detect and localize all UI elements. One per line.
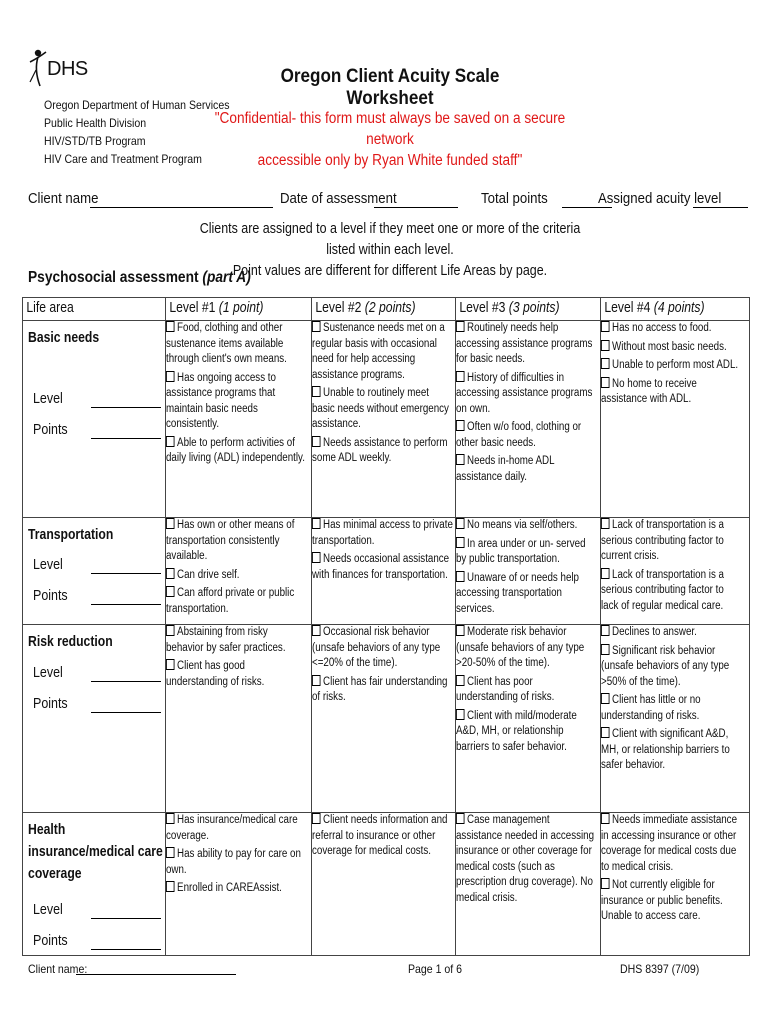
- criteria-text: Sustenance needs met on a regular basis with occasional need for help accessing assistance programs.: [312, 322, 445, 381]
- instruction-line-1: Clients are assigned to a level if they meet one or more of the criteria listed within each level.: [199, 221, 581, 258]
- life-area-name: Health insurance/medical care coverage: [28, 822, 163, 882]
- criteria-item: [166, 518, 307, 565]
- header-row: [23, 298, 750, 321]
- criteria-item: [601, 625, 742, 641]
- criteria-item: [456, 625, 597, 672]
- checkbox[interactable]: [601, 340, 610, 351]
- level-3-cell: [456, 625, 601, 813]
- criteria-text: Client has fair understanding of risks.: [312, 675, 448, 703]
- page-number: Page 1 of 6: [408, 962, 463, 976]
- org-line: HIV/STD/TB Program: [44, 134, 146, 148]
- checkbox[interactable]: [166, 518, 175, 529]
- checkbox[interactable]: [312, 436, 321, 447]
- criteria-item: [312, 625, 453, 672]
- criteria-item: [456, 709, 597, 756]
- criteria-text: Not currently eligible for insurance or public benefits. Unable to access care.: [601, 879, 723, 922]
- header-points: (2 points): [364, 300, 416, 316]
- criteria-item: [166, 371, 307, 433]
- criteria-text: Without most basic needs.: [612, 340, 727, 353]
- criteria-item: [456, 675, 597, 706]
- criteria-item: [601, 518, 742, 565]
- total-points-label: Total points: [481, 190, 548, 207]
- criteria-text: Declines to answer.: [612, 626, 697, 638]
- criteria-text: In area under or un- served by public transportation.: [456, 537, 586, 565]
- org-line: HIV Care and Treatment Program: [44, 152, 202, 166]
- criteria-item: [456, 571, 597, 618]
- level-4-cell: [601, 321, 750, 518]
- date-label: Date of assessment: [280, 190, 397, 207]
- form-number: DHS 8397 (7/09): [620, 962, 700, 976]
- points-input[interactable]: [91, 712, 161, 713]
- criteria-text: Client with significant A&D, MH, or relationship barriers to safer behavior.: [601, 728, 730, 771]
- info-row: [28, 190, 750, 214]
- level-2-cell: [312, 518, 456, 625]
- criteria-item: [456, 420, 597, 451]
- header-label: Level #2: [315, 300, 365, 316]
- level-4-cell: [601, 518, 750, 625]
- criteria-item: [312, 675, 453, 706]
- checkbox[interactable]: [166, 586, 175, 597]
- form-title: Oregon Client Acuity Scale Worksheet: [280, 66, 500, 109]
- checkbox[interactable]: [166, 813, 175, 824]
- header-points: (1 point): [218, 300, 264, 316]
- criteria-item: [601, 878, 742, 925]
- level-1-cell: [166, 813, 312, 956]
- header-level-2: [312, 298, 456, 321]
- criteria-text: Lack of transportation is a serious contributing factor to current crisis.: [601, 519, 724, 562]
- criteria-text: Has no access to food.: [612, 322, 712, 334]
- checkbox[interactable]: [456, 371, 465, 382]
- level-3-cell: [456, 813, 601, 956]
- criteria-item: [166, 659, 307, 690]
- criteria-text: No home to receive assistance with ADL.: [601, 377, 697, 405]
- criteria-item: [312, 518, 453, 549]
- org-line: Oregon Department of Human Services: [44, 98, 230, 112]
- instruction-line-2: Point values are different for different Life Areas by page.: [232, 263, 548, 279]
- level-label: Level: [33, 902, 63, 918]
- life-area-name: Risk reduction: [28, 634, 113, 650]
- criteria-item: [601, 377, 742, 408]
- checkbox[interactable]: [601, 693, 610, 704]
- org-line: Public Health Division: [44, 116, 147, 130]
- checkbox[interactable]: [601, 568, 610, 579]
- points-input[interactable]: [91, 438, 161, 439]
- header-label: Level #4: [604, 300, 654, 316]
- checkbox[interactable]: [312, 813, 321, 824]
- criteria-item: [166, 625, 307, 656]
- footer-client-name-field[interactable]: [76, 974, 236, 975]
- level-input[interactable]: [91, 407, 161, 408]
- criteria-item: [601, 693, 742, 724]
- header-life-area: [23, 298, 166, 321]
- checkbox[interactable]: [601, 813, 610, 824]
- level-2-cell: [312, 813, 456, 956]
- criteria-text: Occasional risk behavior (unsafe behaviors of any type <=20% of the time).: [312, 626, 441, 669]
- criteria-text: Needs occasional assistance with finances for transportation.: [312, 553, 450, 581]
- checkbox[interactable]: [166, 847, 175, 858]
- life-area-name: Basic needs: [28, 330, 100, 346]
- level-1-cell: [166, 321, 312, 518]
- criteria-item: [166, 436, 307, 467]
- criteria-item: [312, 386, 453, 433]
- criteria-text: History of difficulties in accessing assistance programs on own.: [456, 371, 593, 415]
- criteria-item: [166, 321, 307, 368]
- points-input[interactable]: [91, 949, 161, 950]
- criteria-item: [166, 881, 307, 897]
- assigned-level-label: Assigned acuity level: [598, 190, 722, 207]
- client-name-field[interactable]: [90, 207, 273, 208]
- header-label: Level #3: [459, 300, 509, 316]
- checkbox[interactable]: [456, 420, 465, 431]
- criteria-item: [456, 321, 597, 368]
- section-title: [28, 269, 251, 287]
- level-3-cell: [456, 518, 601, 625]
- section-label: Psychosocial assessment: [28, 269, 203, 286]
- level-label: Level: [33, 557, 63, 573]
- header-points: (3 points): [508, 300, 560, 316]
- criteria-text: Has minimal access to private transportation.: [312, 519, 453, 547]
- criteria-item: [312, 436, 453, 467]
- checkbox[interactable]: [456, 571, 465, 582]
- checkbox[interactable]: [312, 552, 321, 563]
- checkbox[interactable]: [601, 644, 610, 655]
- checkbox[interactable]: [456, 709, 465, 720]
- life-area-cell: [23, 813, 166, 956]
- header-level-4: [601, 298, 750, 321]
- checkbox[interactable]: [601, 377, 610, 388]
- header-level-3: [456, 298, 601, 321]
- criteria-text: Food, clothing and other sustenance items available through client's own means.: [166, 322, 287, 365]
- level-3-cell: [456, 321, 601, 518]
- checkbox[interactable]: [456, 625, 465, 636]
- confidential-notice: [214, 108, 566, 171]
- points-input[interactable]: [91, 604, 161, 605]
- criteria-text: Unable to perform most ADL.: [612, 359, 739, 371]
- checkbox[interactable]: [456, 537, 465, 548]
- criteria-text: Client has poor understanding of risks.: [456, 675, 555, 703]
- checkbox[interactable]: [456, 454, 465, 465]
- header-points: (4 points): [653, 300, 705, 316]
- points-label: Points: [33, 588, 68, 604]
- level-2-cell: [312, 625, 456, 813]
- criteria-text: Lack of transportation is a serious contributing factor to lack of regular medical care.: [601, 568, 724, 612]
- assigned-level-field[interactable]: [693, 207, 748, 208]
- criteria-item: [456, 518, 597, 534]
- criteria-text: Often w/o food, clothing or other basic needs.: [456, 421, 582, 449]
- life-area-cell: [23, 321, 166, 518]
- criteria-text: Needs immediate assistance in accessing insurance or other coverage for medical costs due to medical crisis.: [601, 814, 738, 873]
- criteria-text: Client needs information and referral to insurance or other coverage for medical costs.: [312, 814, 448, 857]
- header-label: Life area: [26, 300, 74, 316]
- criteria-text: Unaware of or needs help accessing transportation services.: [456, 571, 579, 615]
- checkbox[interactable]: [166, 659, 175, 670]
- table-row: [23, 813, 750, 956]
- criteria-text: Has insurance/medical care coverage.: [166, 814, 298, 842]
- level-input[interactable]: [91, 573, 161, 574]
- checkbox[interactable]: [166, 625, 175, 636]
- level-2-cell: [312, 321, 456, 518]
- checkbox[interactable]: [601, 321, 610, 332]
- criteria-item: [166, 813, 307, 844]
- level-1-cell: [166, 625, 312, 813]
- criteria-text: Client has good understanding of risks.: [166, 660, 265, 688]
- checkbox[interactable]: [456, 813, 465, 824]
- criteria-item: [166, 568, 307, 584]
- criteria-text: Can afford private or public transportation.: [166, 587, 295, 615]
- checkbox[interactable]: [601, 878, 610, 889]
- total-points-field[interactable]: [562, 207, 612, 208]
- criteria-text: Has ongoing access to assistance programs that maintain basic needs consistently.: [166, 371, 276, 430]
- checkbox[interactable]: [601, 518, 610, 529]
- checkbox[interactable]: [312, 625, 321, 636]
- criteria-item: [166, 586, 307, 617]
- header-label: Level #1: [169, 300, 219, 316]
- footer-client-name: Client name:: [28, 962, 88, 976]
- checkbox[interactable]: [312, 518, 321, 529]
- checkbox[interactable]: [456, 675, 465, 686]
- criteria-text: Moderate risk behavior (unsafe behaviors of any type >20-50% of the time).: [456, 626, 585, 669]
- criteria-item: [601, 813, 742, 875]
- points-label: Points: [33, 696, 68, 712]
- criteria-item: [456, 537, 597, 568]
- criteria-text: Unable to routinely meet basic needs without emergency assistance.: [312, 387, 449, 430]
- criteria-item: [312, 813, 453, 860]
- level-input[interactable]: [91, 681, 161, 682]
- criteria-item: [601, 644, 742, 691]
- level-1-cell: [166, 518, 312, 625]
- level-4-cell: [601, 625, 750, 813]
- criteria-text: Able to perform activities of daily living (ADL) independently.: [166, 436, 305, 464]
- checkbox[interactable]: [166, 881, 175, 892]
- table-row: [23, 321, 750, 518]
- criteria-text: Has own or other means of transportation consistently available.: [166, 519, 295, 562]
- criteria-item: [456, 454, 597, 485]
- header-level-1: [166, 298, 312, 321]
- criteria-text: Needs assistance to perform some ADL weekly.: [312, 436, 448, 464]
- criteria-text: No means via self/others.: [467, 519, 578, 531]
- life-area-cell: [23, 518, 166, 625]
- level-label: Level: [33, 665, 63, 681]
- criteria-text: Enrolled in CAREAssist.: [177, 882, 282, 894]
- section-part: (part A): [202, 269, 251, 286]
- criteria-text: Has ability to pay for care on own.: [166, 848, 301, 876]
- criteria-item: [312, 321, 453, 383]
- checkbox[interactable]: [601, 358, 610, 369]
- level-4-cell: [601, 813, 750, 956]
- checkbox[interactable]: [601, 625, 610, 636]
- criteria-item: [601, 340, 742, 356]
- life-area-name: Transportation: [28, 527, 114, 543]
- checkbox[interactable]: [166, 568, 175, 579]
- table-row: [23, 625, 750, 813]
- checkbox[interactable]: [166, 436, 175, 447]
- level-input[interactable]: [91, 918, 161, 919]
- criteria-text: Can drive self.: [177, 568, 240, 581]
- criteria-item: [601, 568, 742, 615]
- date-field[interactable]: [374, 207, 458, 208]
- points-label: Points: [33, 933, 68, 949]
- criteria-text: Abstaining from risky behavior by safer practices.: [166, 626, 286, 654]
- criteria-text: Client has little or no understanding of risks.: [601, 694, 701, 722]
- org-block: [44, 96, 229, 168]
- criteria-text: Routinely needs help accessing assistance programs for basic needs.: [456, 322, 593, 365]
- client-name-label: Client name: [28, 190, 99, 207]
- confidential-line-1: "Confidential- this form must always be saved on a secure network: [214, 110, 566, 148]
- checkbox[interactable]: [456, 321, 465, 332]
- criteria-text: Needs in-home ADL assistance daily.: [456, 455, 555, 483]
- confidential-line-2: accessible only by Ryan White funded staff": [257, 152, 523, 169]
- checkbox[interactable]: [166, 321, 175, 332]
- points-label: Points: [33, 422, 68, 438]
- criteria-item: [601, 727, 742, 774]
- table-row: [23, 518, 750, 625]
- criteria-item: [312, 552, 453, 583]
- criteria-item: [456, 371, 597, 418]
- criteria-item: [601, 358, 742, 374]
- criteria-text: Client with mild/moderate A&D, MH, or relationship barriers to safer behavior.: [456, 709, 577, 753]
- criteria-text: Significant risk behavior (unsafe behaviors of any type >50% of the time).: [601, 644, 730, 688]
- checkbox[interactable]: [166, 371, 175, 382]
- criteria-item: [456, 813, 597, 906]
- checkbox[interactable]: [601, 727, 610, 738]
- checkbox[interactable]: [312, 386, 321, 397]
- criteria-text: Case management assistance needed in accessing insurance or other coverage for medical costs (such as prescription drug coverage). No medical crisis.: [456, 814, 595, 904]
- life-area-cell: [23, 625, 166, 813]
- acuity-table: [22, 297, 750, 956]
- checkbox[interactable]: [312, 675, 321, 686]
- level-label: Level: [33, 391, 63, 407]
- logo-text: DHS: [47, 58, 88, 80]
- criteria-item: [166, 847, 307, 878]
- checkbox[interactable]: [312, 321, 321, 332]
- checkbox[interactable]: [456, 518, 465, 529]
- criteria-item: [601, 321, 742, 337]
